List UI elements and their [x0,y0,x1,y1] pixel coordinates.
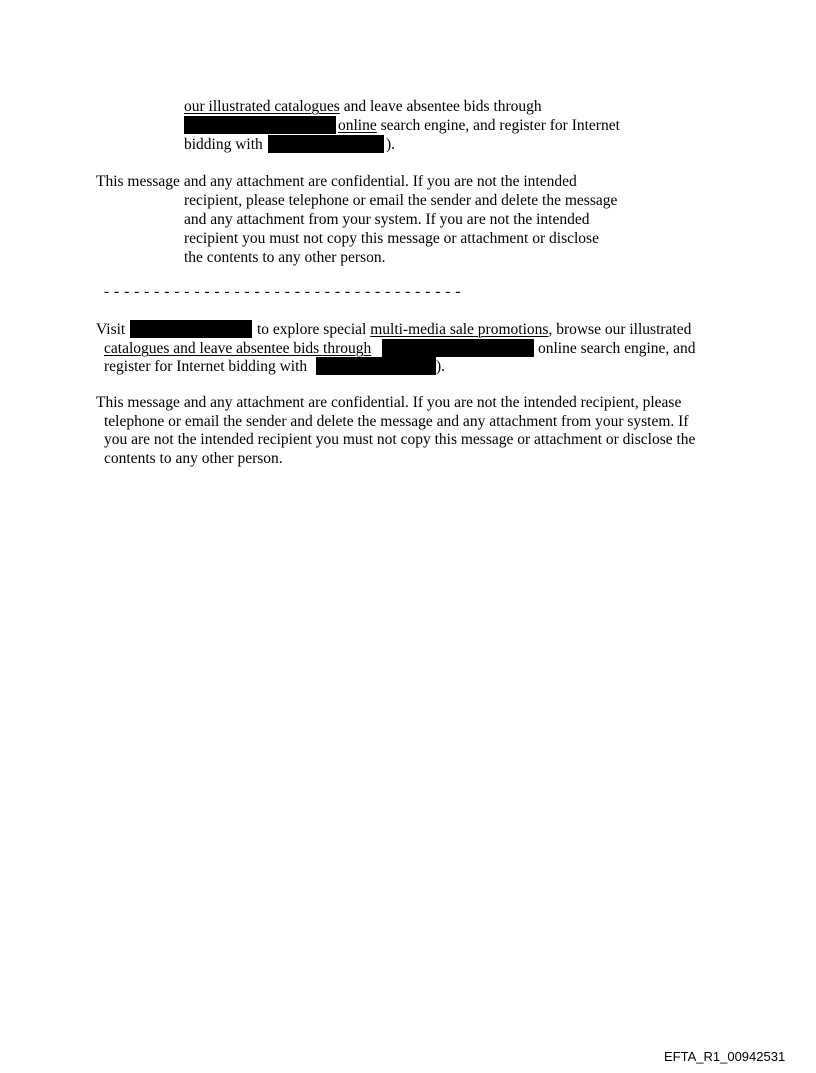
redaction-box [184,116,336,134]
block2-line2-rest: online search engine, and [538,340,696,357]
disclaimer1-line: and any attachment from your system. If you are not the intended [184,211,590,228]
disclaimer2-line: contents to any other person. [104,450,283,467]
block2-line3b: ). [436,358,446,375]
disclaimer2-line: telephone or email the sender and delete the message and any attachment from your system. If [104,413,689,430]
redaction-box [268,135,384,153]
online-link[interactable]: online [338,117,377,134]
block1-line1 [184,97,542,116]
block2-line1-text: to explore special [257,321,371,338]
block1-line3b: ). [386,136,396,153]
block1-line2 [338,116,620,135]
block1-line2-text: search engine, and register for Internet [376,117,620,134]
disclaimer2-line: you are not the intended recipient you must not copy this message or attachment or disclose the [104,431,696,448]
multimedia-promotions-link[interactable]: multi-media sale promotions [370,321,549,338]
disclaimer1-line: This message and any attachment are confidential. If you are not the intended [96,173,577,190]
absentee-bids-link[interactable]: catalogues and leave absentee bids through [104,340,372,357]
block2-line1-rest: , browse our illustrated [548,321,692,338]
block2-visit: Visit [96,321,126,338]
block2-line1 [257,320,691,339]
illustrated-catalogues-link[interactable]: our illustrated catalogues [184,98,340,115]
bates-number: EFTA_R1_00942531 [664,1049,786,1064]
disclaimer2-line: This message and any attachment are confidential. If you are not the intended recipient, please [96,394,682,411]
redaction-box [130,320,252,338]
block2-line3a: register for Internet bidding with [104,358,308,375]
separator-dashes: - - - - - - - - - - - - - - - - - - - - - - - - - - - - - - - - - - - - [104,283,461,300]
disclaimer1-line: recipient you must not copy this message or attachment or disclose [184,230,599,247]
disclaimer1-line: recipient, please telephone or email the sender and delete the message [184,192,618,209]
block1-line1-text: and leave absentee bids through [339,98,542,115]
disclaimer1-line: the contents to any other person. [184,249,386,266]
redaction-box [316,357,436,375]
block1-line3a: bidding with [184,136,263,153]
redaction-box [382,339,534,357]
block2-line2 [104,339,371,358]
